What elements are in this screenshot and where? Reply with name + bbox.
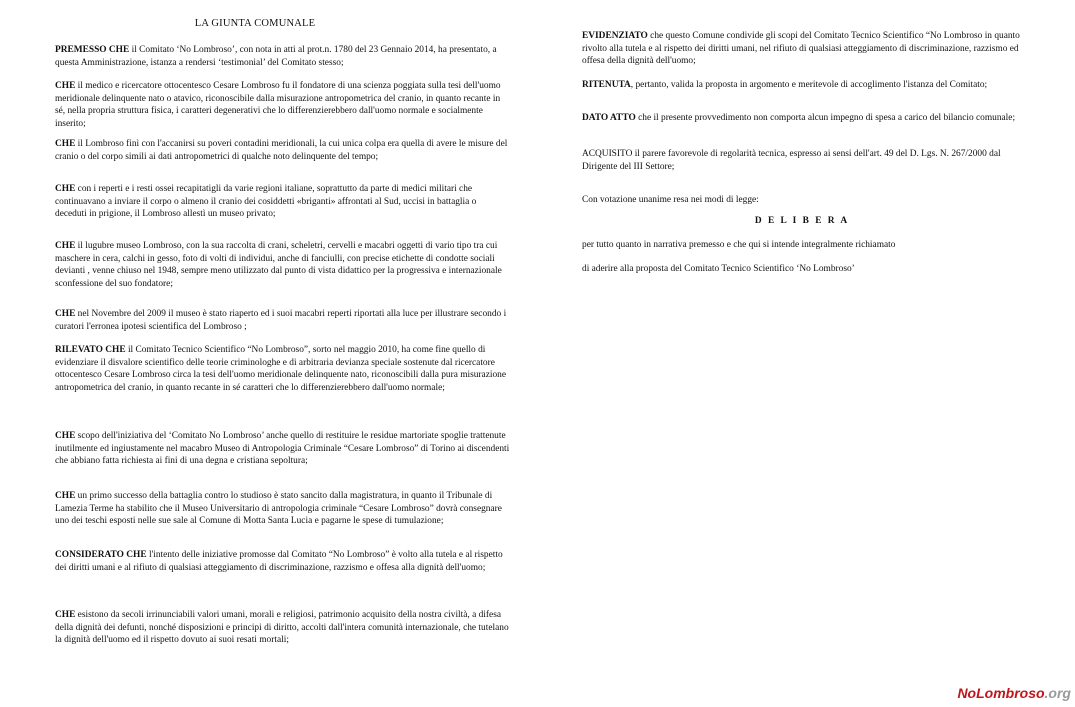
paragraph-dato-atto — [582, 112, 1022, 125]
paragraph-text: il lugubre museo Lombroso, con la sua raccolta di crani, scheletri, cervelli e macabri oggetti di vario tipo tra cui maschere in cera, calchi in gesso, foto di volti di individui, anche di fanciulli, con precise etichette di condotte sociali devianti , venne chiuso nel 1948, sempre meno utilizzato dal punto di vista didattico per la progressiva e internazionale sconfessione del suo fondatore; — [55, 241, 502, 289]
logo-text — [957, 685, 1071, 701]
paragraph-text: un primo successo della battaglia contro lo studioso è stato sancito dalla magistratura, in quanto il Tribunale di Lamezia Terme ha stabilito che il Museo Universitario di antropologia criminale “Cesare Lombroso” dovrà consegnare uno dei teschi esposti nelle sue sale al Comune di Motta Santa Lucia e pagarne le spese di tumulazione; — [55, 491, 502, 527]
paragraph-text: che il presente provvedimento non comporta alcun impegno di spesa a carico del bilancio comunale; — [635, 113, 1016, 123]
paragraph-keyword: CHE — [55, 309, 76, 319]
paragraph-acquisito: ACQUISITO il parere favorevole di regolarità tecnica, espresso ai sensi dell'art. 49 del D. Lgs. N. 267/2000 dal Dirigente del III Settore; — [582, 149, 1001, 172]
paragraph-keyword: CHE — [55, 241, 76, 251]
paragraph-text: il Comitato ‘No Lombroso’, con nota in atti al prot.n. 1780 del 23 Gennaio 2014, ha presentato, a questa Amministrazione, istanza a rendersi ‘testimonial’ del Comitato stesso; — [55, 45, 497, 68]
paragraph-keyword: DATO ATTO — [582, 113, 636, 123]
paragraph-narrativa: per tutto quanto in narrativa premesso e che qui si intende integralmente richiamato — [582, 240, 896, 250]
paragraph-keyword: CHE — [55, 491, 76, 501]
paragraph-evidenziato — [582, 30, 1022, 68]
paragraph-che-7 — [55, 490, 510, 528]
paragraph-text: l'intento delle iniziative promosse dal Comitato “No Lombroso” è volto alla tutela e al rispetto dei diritti umani e al rifiuto di qualsiasi atteggiamento di discriminazione, razzismo e offesa alla dignità dell'uomo; — [55, 550, 503, 573]
paragraph-text: scopo dell'iniziativa del ‘Comitato No Lombroso’ anche quello di restituire le residue martoriate spoglie trattenute inutilmente ed ingiustamente nel macabro Museo di Antropologia Criminale “Cesare Lombroso” di Torino ai discendenti che abbiano fatta richiesta ai fini di una degna e cristiana sepoltura; — [55, 431, 510, 467]
paragraph-keyword: RITENUTA — [582, 80, 631, 90]
paragraph-che-4 — [55, 240, 510, 290]
nolombroso-logo — [955, 683, 1071, 703]
paragraph-keyword: CHE — [55, 431, 76, 441]
paragraph-keyword: CHE — [55, 139, 76, 149]
paragraph-votazione: Con votazione unanime resa nei modi di legge: — [582, 195, 759, 205]
paragraph-che-2 — [55, 138, 510, 163]
paragraph-text: con i reperti e i resti ossei recapitatigli da varie regioni italiane, soprattutto da parte di medici militari che continuavano a inviare il corpo o almeno il cranio dei cosiddetti «briganti» affrontati al Sud, uccisi in battaglia o deceduti in prigione, il Lombroso allestì un museo privato; — [55, 184, 477, 220]
paragraph-keyword: CHE — [55, 610, 76, 620]
paragraph-keyword: RILEVATO CHE — [55, 345, 126, 355]
delibera-heading: D E L I B E R A — [754, 216, 850, 226]
paragraph-text: il Comitato Tecnico Scientifico “No Lombroso”, sorto nel maggio 2010, ha come fine quello di evidenziare il disvalore scientifico delle teorie criminologhe e di arbitraria devianza speciale sostenute dal ricercatore ottocentesco Cesare Lombroso circa la tesi dell'uomo meridionale delinquente nato, riconoscibili dalla pura misurazione antropometrica del cranio, in quanto recante in sé caratteri che lo differenzierebbero dall'uomo normale; — [55, 345, 507, 393]
paragraph-text: che questo Comune condivide gli scopi del Comitato Tecnico Scientifico “No Lombroso in quanto rivolto alla tutela e al rispetto dei diritti umani, nel rifiuto di qualsiasi atteggiamento di discriminazione, razzismo ed offesa della dignità dell'uomo; — [582, 31, 1020, 67]
paragraph-keyword: EVIDENZIATO — [582, 31, 648, 41]
paragraph-keyword: CHE — [55, 184, 76, 194]
logo-name: NoLombroso — [957, 685, 1045, 701]
paragraph-che-8 — [55, 609, 510, 647]
paragraph-keyword: CONSIDERATO CHE — [55, 550, 147, 560]
logo-tld: .org — [1044, 685, 1071, 701]
paragraph-aderire: di aderire alla proposta del Comitato Tecnico Scientifico ‘No Lombroso’ — [582, 264, 855, 274]
paragraph-ritenuta — [582, 79, 1022, 92]
paragraph-che-1 — [55, 80, 510, 130]
paragraph-considerato — [55, 549, 510, 574]
paragraph-premesso — [55, 44, 510, 69]
document-title: LA GIUNTA COMUNALE — [194, 18, 316, 29]
paragraph-text: il Lombroso finì con l'accanirsi su poveri contadini meridionali, la cui unica colpa era quella di avere le misure del cranio o del corpo simili ai dati antropometrici di qualche noto delinquente del tempo; — [55, 139, 508, 162]
paragraph-che-5 — [55, 308, 510, 333]
paragraph-rilevato — [55, 344, 510, 394]
paragraph-che-3 — [55, 183, 510, 221]
paragraph-keyword: CHE — [55, 81, 76, 91]
paragraph-text: esistono da secoli irrinunciabili valori umani, morali e religiosi, patrimonio acquisito della nostra civiltà, a difesa della dignità dei defunti, nonché disposizioni e principi di diritto, accolti dall'intera comunità internazionale, che tutelano la dignità dell'uomo ed il rispetto dovuto ai suoi resati mortali; — [55, 610, 509, 646]
paragraph-text: il medico e ricercatore ottocentesco Cesare Lombroso fu il fondatore di una scienza poggiata sulla tesi dell'uomo meridionale delinquente nato o atavico, riconoscibile dalla misurazione antropometrica del cranio, in quanto recante in sé, nella propria struttura fisica, i caratteri degenerativi che lo differenzierebbero dall'uomo normale e socialmente inserito; — [55, 81, 501, 129]
paragraph-text: nel Novembre del 2009 il museo è stato riaperto ed i suoi macabri reperti riportati alla luce per illustrare secondo i curatori l'erronea ipotesi scientifica del Lombroso ; — [55, 309, 507, 332]
paragraph-text: , pertanto, valida la proposta in argomento e meritevole di accoglimento l'istanza del Comitato; — [630, 80, 988, 90]
paragraph-che-6 — [55, 430, 510, 468]
paragraph-keyword: PREMESSO CHE — [55, 45, 130, 55]
